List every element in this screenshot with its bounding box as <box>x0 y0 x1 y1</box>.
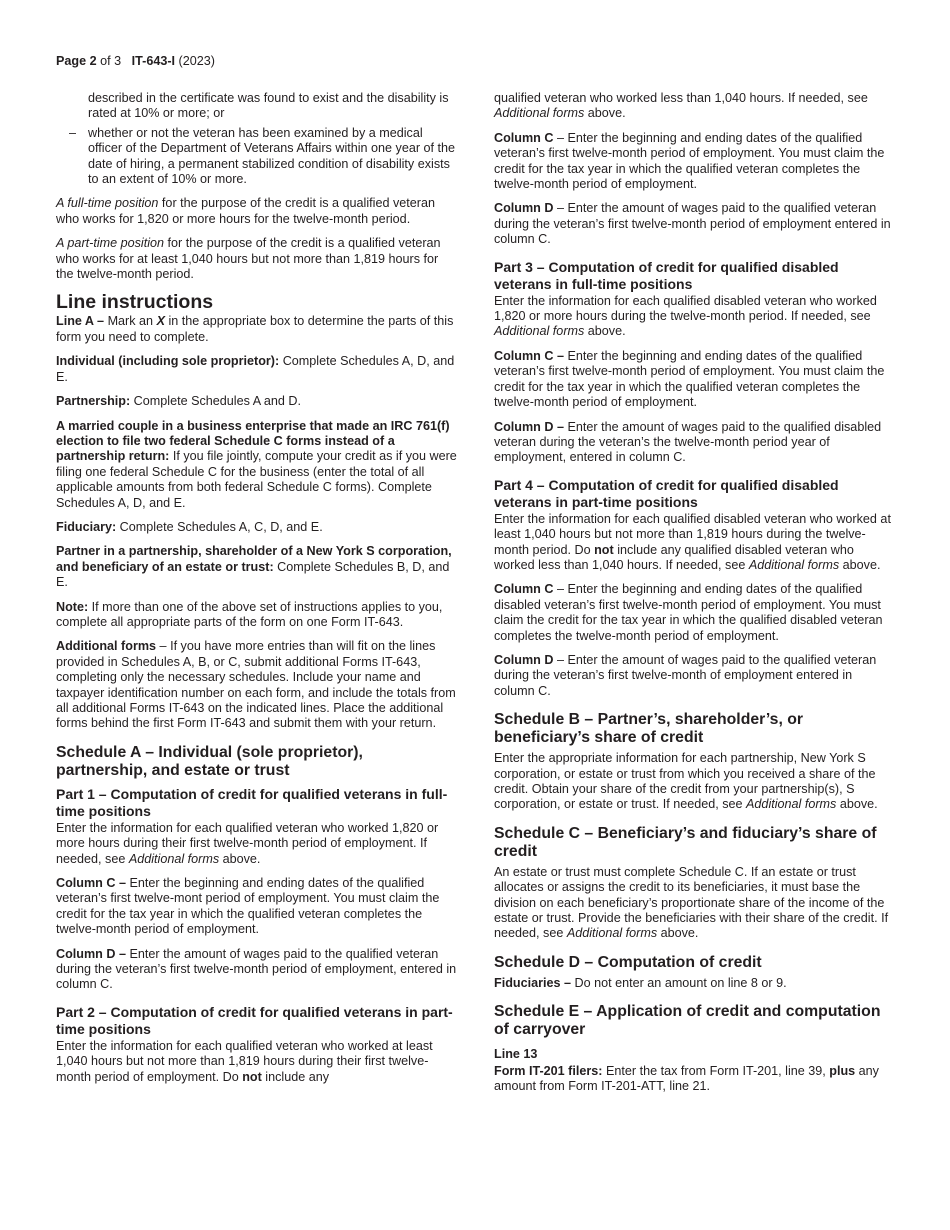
part-3-column-c: Column C – Enter the beginning and ending dates of the qualified veteran’s first twelve-month period of employment. You must claim the credit for the tax year in which the qualified veteran completes the twelve-month period of employment. <box>494 348 885 410</box>
line-a-instruction: Line A – Mark an X in the appropriate box to determine the parts of this form you need to complete. <box>56 314 454 344</box>
dash-item-text: whether or not the veteran has been examined by a medical officer of the Department of Veterans Affairs within one year of the date of hiring, a permanent stabilized condition of disability exists to an extent of 10% or more. <box>88 125 456 187</box>
part-3-heading: Part 3 – Computation of credit for qualified disabled veterans in full-time positions <box>494 258 839 292</box>
part-1-heading: Part 1 – Computation of credit for qualified veterans in full-time positions <box>56 785 448 819</box>
part-4-text: Enter the information for each qualified disabled veteran who worked at least 1,040 hours but not more than 1,819 hours during the twelve-month period. Do not include any qualified disabled veteran who worked less than 1,040 hours. If needed, see Additional forms above. <box>494 511 891 572</box>
part-2-column-c: Column C – Enter the beginning and ending dates of the qualified veteran’s first twelve-month period of employment. You must claim the credit for the tax year in which the qualified veteran completes the twelve-month period of employment. <box>494 130 885 192</box>
part-4-column-d: Column D – Enter the amount of wages paid to the qualified veteran during the veteran’s first twelve-month of employment entered in column C. <box>494 652 877 698</box>
additional-forms-paragraph: Additional forms – If you have more entries than will fit on the lines provided in Schedules A, B, or C, submit additional Forms IT-643, completing only the necessary schedules. Include your name and taxpayer identification number on each form, and include the totals from all additional Forms IT-643 on the indicated lines. Place the additional forms behind the first Form IT-643 and submit them with your return. <box>56 639 456 731</box>
line-13-heading: Line 13 <box>494 1047 538 1062</box>
part-3-column-d: Column D – Enter the amount of wages paid to the qualified disabled veteran during the veteran’s the twelve-month period year of employment, entered in column C. <box>494 419 882 465</box>
fulltime-definition: A full-time position for the purpose of the credit is a qualified veteran who works for 1,820 or more hours for the twelve-month period. <box>56 196 435 226</box>
part-1-column-d: Column D – Enter the amount of wages paid to the qualified veteran during the veteran’s first twelve-month period of employment, entered in column C. <box>56 946 457 992</box>
right-column <box>494 91 894 1103</box>
part-3-text: Enter the information for each qualified disabled veteran who worked 1,820 or more hours during the twelve-month period. If needed, see Additional forms above. <box>494 293 877 339</box>
part-4-column-c: Column C – Enter the beginning and ending dates of the qualified disabled veteran’s first twelve-month period of employment. You must claim the credit for the tax year in which the qualified disabled veteran completes the twelve-month period of employment. <box>494 582 883 643</box>
part-1-text: Enter the information for each qualified veteran who worked 1,820 or more hours during their first twelve-month period of employment. If needed, see Additional forms above. <box>56 820 439 866</box>
schedule-d-heading: Schedule D – Computation of credit <box>494 953 762 971</box>
schedule-a-heading: Schedule A – Individual (sole proprietor), partnership, and estate or trust <box>56 743 363 779</box>
partnership-instruction: Partnership: Complete Schedules A and D. <box>56 394 302 409</box>
fiduciary-instruction: Fiduciary: Complete Schedules A, C, D, and E. <box>56 519 323 534</box>
individual-instruction: Individual (including sole proprietor): Complete Schedules A, D, and E. <box>56 354 455 384</box>
page-header <box>56 54 215 69</box>
line-13-text: Form IT-201 filers: Enter the tax from Form IT-201, line 39, plus any amount from Form IT-201-ATT, line 21. <box>494 1063 879 1094</box>
schedule-b-text: Enter the appropriate information for each partnership, New York S corporation, or estate or trust from which you received a share of the credit. Obtain your share of the credit from your partnership(s), S corporation, or estate or trust. If needed, see Additional forms above. <box>494 751 878 812</box>
partner-shareholder-instruction: Partner in a partnership, shareholder of a New York S corporation, and beneficiary of an estate or trust: Complete Schedules B, D, and E. <box>56 544 452 590</box>
married-couple-instruction: A married couple in a business enterprise that made an IRC 761(f) election to file two federal Schedule C forms instead of a partnership return: If you file jointly, compute your credit as if you were filing one federal Schedule C for the business (enter the total of all applicable amounts from both federal Schedule C forms). Complete Schedules A, D, and E. <box>56 418 457 510</box>
schedule-e-heading: Schedule E – Application of credit and computation of carryover <box>494 1003 881 1039</box>
part-1-column-c: Column C – Enter the beginning and ending dates of the qualified veteran’s first twelve-mont period of employment. You must claim the credit for the tax year in which the qualified veteran completes the twelve-month period of employment. <box>56 876 440 937</box>
line-instructions-heading: Line instructions <box>56 291 214 314</box>
page-count: of 3 <box>100 54 122 68</box>
left-column <box>56 91 458 1094</box>
dash-bullet: – <box>69 125 77 140</box>
page-number: Page 2 <box>56 54 97 68</box>
schedule-c-heading: Schedule C – Beneficiary’s and fiduciary’s share of credit <box>494 824 877 860</box>
part-4-heading: Part 4 – Computation of credit for qualified disabled veterans in part-time positions <box>494 476 839 510</box>
schedule-d-text: Fiduciaries – Do not enter an amount on line 8 or 9. <box>494 975 787 990</box>
part-2-heading: Part 2 – Computation of credit for qualified veterans in part-time positions <box>56 1003 453 1037</box>
part-2-text-continued: qualified veteran who worked less than 1,040 hours. If needed, see Additional forms above. <box>494 91 868 121</box>
part-2-text: Enter the information for each qualified veteran who worked at least 1,040 hours but not more than 1,819 hours during their first twelve-month period of employment. Do not include any <box>56 1038 433 1084</box>
schedule-b-heading: Schedule B – Partner’s, shareholder’s, or beneficiary’s share of credit <box>494 711 804 747</box>
note-paragraph: Note: If more than one of the above set of instructions applies to you, complete all appropriate parts of the form on one Form IT-643. <box>56 599 443 629</box>
form-year: (2023) <box>178 54 215 68</box>
dash-list-item <box>56 126 458 188</box>
form-id: IT-643-I <box>131 54 176 68</box>
parttime-definition: A part-time position for the purpose of the credit is a qualified veteran who works for at least 1,040 hours but not more than 1,819 hours for the twelve-month period. <box>56 236 441 282</box>
part-2-column-d: Column D – Enter the amount of wages paid to the qualified veteran during the veteran’s first twelve-month period of employment entered in column C. <box>494 201 891 247</box>
continued-text: described in the certificate was found to exist and the disability is rated at 10% or more; or <box>88 91 449 121</box>
schedule-c-text: An estate or trust must complete Schedule C. If an estate or trust allocates or assigns the credit to its beneficiaries, it must base the division on each beneficiary’s proportionate share of the income of the estate or trust. Provide the beneficiaries with their share of the credit. If needed, see Additional forms above. <box>494 864 889 941</box>
